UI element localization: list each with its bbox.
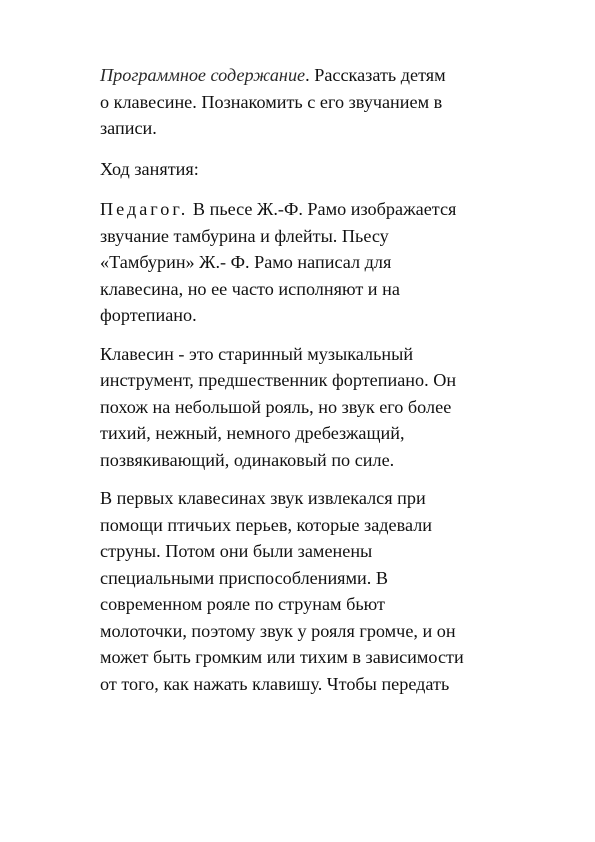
history-line-3: струны. Потом они были заменены (100, 541, 373, 561)
teacher-line-4: клавесина, но ее часто исполняют и на (100, 278, 400, 299)
intro-line-3: записи. (100, 118, 157, 138)
history-line-1: В первых клавесинах звук извлекался при (100, 488, 426, 508)
teacher-line-1-text: В пьесе Ж.-Ф. Рамо изображается (188, 199, 457, 219)
teacher-line-1 (100, 196, 505, 223)
harpsichord-paragraph (100, 341, 505, 474)
lesson-heading-text: Ход занятия: (100, 158, 199, 179)
teacher-line-3: «Тамбурин» Ж.- Ф. Рамо написал для (100, 252, 392, 272)
history-paragraph (100, 485, 505, 697)
intro-line-2: о клавесине. Познакомить с его звучанием в (100, 91, 443, 112)
intro-lead-text: . Рассказать детям (305, 65, 446, 85)
teacher-paragraph (100, 196, 505, 329)
history-line-2: помощи птичьих перьев, которые задевали (100, 514, 433, 535)
history-line-8: от того, как нажать клавишу. Чтобы передать (100, 673, 450, 694)
harpsichord-line-5: позвякивающий, одинаковый по силе. (100, 449, 395, 470)
harpsichord-line-3: похож на небольшой рояль, но звук его более (100, 396, 452, 417)
history-line-6: молоточки, поэтому звук у рояля громче, и он (100, 620, 456, 641)
intro-line-1 (100, 62, 505, 89)
intro-paragraph (100, 62, 505, 142)
lesson-heading (100, 156, 505, 183)
history-line-4: специальными приспособлениями. В (100, 567, 389, 588)
history-line-7: может быть громким или тихим в зависимости (100, 647, 464, 667)
history-line-5: современном рояле по струнам бьют (100, 594, 385, 614)
harpsichord-line-2: инструмент, предшественник фортепиано. Он (100, 370, 457, 390)
teacher-line-2: звучание тамбурина и флейты. Пьесу (100, 225, 389, 246)
program-content-label: Программное содержание (100, 65, 306, 85)
harpsichord-line-4: тихий, нежный, немного дребезжащий, (100, 423, 405, 443)
harpsichord-line-1: Клавесин - это старинный музыкальный (100, 343, 414, 364)
teacher-line-5: фортепиано. (100, 305, 197, 325)
teacher-speaker-label: Педагог. (100, 199, 189, 219)
document-body (100, 62, 505, 711)
